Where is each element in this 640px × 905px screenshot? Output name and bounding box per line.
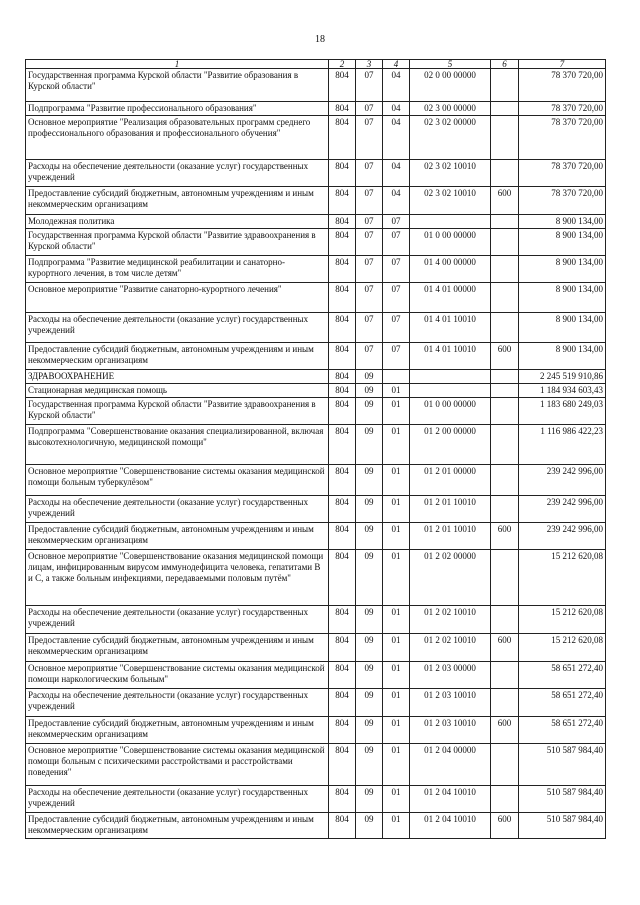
- row-name-cell: Предоставление субсидий бюджетным, автономным учреждениям и иным некоммерческим организациям: [26, 813, 329, 839]
- row-amount-cell: 15 212 620,08: [519, 550, 606, 606]
- row-name-cell: Расходы на обеспечение деятельности (оказание услуг) государственных учреждений: [26, 496, 329, 523]
- row-amount-cell: 8 900 134,00: [519, 343, 606, 370]
- row-expense-type-cell: [491, 313, 519, 343]
- row-grbs-cell: 804: [329, 343, 356, 370]
- row-grbs-cell: 804: [329, 606, 356, 634]
- row-section-cell: 07: [356, 116, 383, 160]
- row-expense-type-cell: 600: [491, 187, 519, 215]
- row-subsection-cell: 01: [383, 523, 410, 550]
- row-target-article-cell: 01 2 03 00000: [410, 662, 491, 689]
- row-expense-type-cell: [491, 786, 519, 813]
- row-amount-cell: 78 370 720,00: [519, 160, 606, 187]
- row-amount-cell: 8 900 134,00: [519, 215, 606, 229]
- row-subsection-cell: 07: [383, 343, 410, 370]
- row-name-cell: Предоставление субсидий бюджетным, автономным учреждениям и иным некоммерческим организациям: [26, 523, 329, 550]
- table-row: [26, 744, 606, 786]
- row-subsection-cell: 07: [383, 313, 410, 343]
- row-subsection-cell: 01: [383, 813, 410, 839]
- row-section-cell: 07: [356, 256, 383, 283]
- row-amount-cell: 510 587 984,40: [519, 813, 606, 839]
- row-section-cell: 07: [356, 102, 383, 116]
- table-row: [26, 229, 606, 256]
- row-expense-type-cell: [491, 256, 519, 283]
- row-expense-type-cell: [491, 370, 519, 384]
- row-subsection-cell: 04: [383, 69, 410, 102]
- row-grbs-cell: 804: [329, 425, 356, 465]
- row-amount-cell: 78 370 720,00: [519, 102, 606, 116]
- row-expense-type-cell: [491, 496, 519, 523]
- row-name-cell: Основное мероприятие "Развитие санаторно-курортного лечения": [26, 283, 329, 313]
- row-name-cell: Предоставление субсидий бюджетным, автономным учреждениям и иным некоммерческим организациям: [26, 187, 329, 215]
- row-expense-type-cell: [491, 116, 519, 160]
- row-amount-cell: 510 587 984,40: [519, 786, 606, 813]
- row-grbs-cell: 804: [329, 465, 356, 496]
- row-name-cell: ЗДРАВООХРАНЕНИЕ: [26, 370, 329, 384]
- row-expense-type-cell: [491, 398, 519, 425]
- row-expense-type-cell: [491, 689, 519, 717]
- row-grbs-cell: 804: [329, 187, 356, 215]
- row-grbs-cell: 804: [329, 229, 356, 256]
- row-expense-type-cell: [491, 102, 519, 116]
- row-target-article-cell: 02 3 00 00000: [410, 102, 491, 116]
- row-section-cell: 09: [356, 384, 383, 398]
- row-name-cell: Государственная программа Курской области "Развитие образования в Курской области": [26, 69, 329, 102]
- row-section-cell: 09: [356, 813, 383, 839]
- row-subsection-cell: 01: [383, 496, 410, 523]
- row-section-cell: 09: [356, 465, 383, 496]
- row-grbs-cell: 804: [329, 550, 356, 606]
- row-amount-cell: 510 587 984,40: [519, 744, 606, 786]
- row-name-cell: Стационарная медицинская помощь: [26, 384, 329, 398]
- row-expense-type-cell: [491, 662, 519, 689]
- table-row: [26, 425, 606, 465]
- row-expense-type-cell: 600: [491, 523, 519, 550]
- row-subsection-cell: 01: [383, 425, 410, 465]
- row-target-article-cell: 02 3 02 10010: [410, 187, 491, 215]
- row-target-article-cell: 01 2 02 00000: [410, 550, 491, 606]
- table-row: [26, 102, 606, 116]
- row-section-cell: 09: [356, 370, 383, 384]
- table-row: [26, 160, 606, 187]
- row-target-article-cell: 02 3 02 00000: [410, 116, 491, 160]
- row-subsection-cell: 01: [383, 717, 410, 744]
- table-row: [26, 398, 606, 425]
- row-grbs-cell: 804: [329, 744, 356, 786]
- row-section-cell: 09: [356, 425, 383, 465]
- row-section-cell: 09: [356, 689, 383, 717]
- row-target-article-cell: 01 0 00 00000: [410, 398, 491, 425]
- row-grbs-cell: 804: [329, 160, 356, 187]
- table-row: [26, 634, 606, 662]
- row-name-cell: Основное мероприятие "Реализация образовательных программ среднего профессионального образования и профессионального обучения": [26, 116, 329, 160]
- row-name-cell: Предоставление субсидий бюджетным, автономным учреждениям и иным некоммерческим организациям: [26, 343, 329, 370]
- row-expense-type-cell: 600: [491, 343, 519, 370]
- table-row: [26, 370, 606, 384]
- table-row: [26, 343, 606, 370]
- row-target-article-cell: [410, 370, 491, 384]
- row-subsection-cell: 01: [383, 689, 410, 717]
- row-section-cell: 09: [356, 717, 383, 744]
- row-target-article-cell: 01 2 03 10010: [410, 689, 491, 717]
- row-name-cell: Основное мероприятие "Совершенствование системы оказания медицинской помощи больным с психическими расстройствами и расстройствами поведения": [26, 744, 329, 786]
- table-row: [26, 606, 606, 634]
- row-grbs-cell: 804: [329, 256, 356, 283]
- row-target-article-cell: 01 2 02 10010: [410, 634, 491, 662]
- row-amount-cell: 2 245 519 910,86: [519, 370, 606, 384]
- row-section-cell: 09: [356, 786, 383, 813]
- row-section-cell: 07: [356, 343, 383, 370]
- row-grbs-cell: 804: [329, 786, 356, 813]
- row-target-article-cell: 01 2 04 10010: [410, 813, 491, 839]
- row-name-cell: Расходы на обеспечение деятельности (оказание услуг) государственных учреждений: [26, 689, 329, 717]
- row-section-cell: 07: [356, 313, 383, 343]
- row-name-cell: Молодежная политика: [26, 215, 329, 229]
- row-subsection-cell: [383, 370, 410, 384]
- row-expense-type-cell: [491, 744, 519, 786]
- row-subsection-cell: 04: [383, 102, 410, 116]
- row-name-cell: Подпрограмма "Совершенствование оказания специализированной, включая высокотехнологичную, медицинской помощи": [26, 425, 329, 465]
- row-section-cell: 09: [356, 744, 383, 786]
- row-target-article-cell: [410, 215, 491, 229]
- table-row: [26, 313, 606, 343]
- row-grbs-cell: 804: [329, 370, 356, 384]
- table-row: [26, 786, 606, 813]
- row-grbs-cell: 804: [329, 215, 356, 229]
- col-header-5: 5: [410, 60, 491, 69]
- row-section-cell: 07: [356, 215, 383, 229]
- row-amount-cell: 78 370 720,00: [519, 187, 606, 215]
- table-row: [26, 187, 606, 215]
- col-header-4: 4: [383, 60, 410, 69]
- table-row: [26, 550, 606, 606]
- row-amount-cell: 239 242 996,00: [519, 465, 606, 496]
- row-name-cell: Государственная программа Курской области "Развитие здравоохранения в Курской области": [26, 229, 329, 256]
- row-subsection-cell: 01: [383, 634, 410, 662]
- row-subsection-cell: 07: [383, 215, 410, 229]
- row-grbs-cell: 804: [329, 496, 356, 523]
- row-grbs-cell: 804: [329, 662, 356, 689]
- row-name-cell: Основное мероприятие "Совершенствование системы оказания медицинской помощи больным туберкулёзом": [26, 465, 329, 496]
- row-section-cell: 09: [356, 634, 383, 662]
- row-amount-cell: 1 184 934 603,43: [519, 384, 606, 398]
- row-expense-type-cell: 600: [491, 813, 519, 839]
- header-row: [26, 60, 606, 69]
- row-section-cell: 07: [356, 69, 383, 102]
- row-grbs-cell: 804: [329, 102, 356, 116]
- row-name-cell: Основное мероприятие "Совершенствование оказания медицинской помощи лицам, инфицированным вирусом иммунодефицита человека, гепатитами В и С, а также больным инфекциями, передаваемыми половым путём": [26, 550, 329, 606]
- row-grbs-cell: 804: [329, 634, 356, 662]
- row-grbs-cell: 804: [329, 384, 356, 398]
- col-header-1: 1: [26, 60, 329, 69]
- table-row: [26, 384, 606, 398]
- col-header-3: 3: [356, 60, 383, 69]
- row-expense-type-cell: [491, 606, 519, 634]
- row-amount-cell: 8 900 134,00: [519, 229, 606, 256]
- row-section-cell: 07: [356, 160, 383, 187]
- row-amount-cell: 8 900 134,00: [519, 313, 606, 343]
- row-amount-cell: 239 242 996,00: [519, 523, 606, 550]
- row-amount-cell: 8 900 134,00: [519, 256, 606, 283]
- row-name-cell: Расходы на обеспечение деятельности (оказание услуг) государственных учреждений: [26, 313, 329, 343]
- row-grbs-cell: 804: [329, 523, 356, 550]
- row-section-cell: 07: [356, 229, 383, 256]
- row-section-cell: 09: [356, 606, 383, 634]
- row-name-cell: Подпрограмма "Развитие медицинской реабилитации и санаторно-курортного лечения, в том числе детям": [26, 256, 329, 283]
- row-expense-type-cell: [491, 229, 519, 256]
- row-subsection-cell: 07: [383, 283, 410, 313]
- row-section-cell: 07: [356, 283, 383, 313]
- row-name-cell: Государственная программа Курской области "Развитие здравоохранения в Курской области": [26, 398, 329, 425]
- col-header-2: 2: [329, 60, 356, 69]
- row-target-article-cell: 01 2 04 10010: [410, 786, 491, 813]
- row-name-cell: Расходы на обеспечение деятельности (оказание услуг) государственных учреждений: [26, 160, 329, 187]
- table-row: [26, 256, 606, 283]
- row-expense-type-cell: 600: [491, 634, 519, 662]
- row-amount-cell: 78 370 720,00: [519, 69, 606, 102]
- row-subsection-cell: 01: [383, 662, 410, 689]
- row-grbs-cell: 804: [329, 116, 356, 160]
- row-grbs-cell: 804: [329, 689, 356, 717]
- row-expense-type-cell: [491, 550, 519, 606]
- row-subsection-cell: 01: [383, 550, 410, 606]
- row-grbs-cell: 804: [329, 398, 356, 425]
- row-section-cell: 09: [356, 523, 383, 550]
- row-target-article-cell: 01 4 01 10010: [410, 313, 491, 343]
- row-target-article-cell: 02 3 02 10010: [410, 160, 491, 187]
- row-target-article-cell: 01 4 00 00000: [410, 256, 491, 283]
- row-target-article-cell: 01 2 01 00000: [410, 465, 491, 496]
- row-subsection-cell: 04: [383, 160, 410, 187]
- row-amount-cell: 58 651 272,40: [519, 717, 606, 744]
- row-target-article-cell: 01 4 01 00000: [410, 283, 491, 313]
- table-row: [26, 283, 606, 313]
- row-amount-cell: 58 651 272,40: [519, 662, 606, 689]
- row-expense-type-cell: [491, 215, 519, 229]
- row-amount-cell: 1 183 680 249,03: [519, 398, 606, 425]
- row-expense-type-cell: [491, 425, 519, 465]
- row-expense-type-cell: 600: [491, 717, 519, 744]
- row-expense-type-cell: [491, 465, 519, 496]
- row-expense-type-cell: [491, 283, 519, 313]
- row-subsection-cell: 01: [383, 465, 410, 496]
- row-target-article-cell: 01 2 04 00000: [410, 744, 491, 786]
- table-row: [26, 496, 606, 523]
- row-expense-type-cell: [491, 69, 519, 102]
- row-subsection-cell: 01: [383, 786, 410, 813]
- col-header-6: 6: [491, 60, 519, 69]
- row-target-article-cell: 01 2 01 10010: [410, 496, 491, 523]
- row-target-article-cell: 01 2 00 00000: [410, 425, 491, 465]
- row-subsection-cell: 01: [383, 606, 410, 634]
- row-amount-cell: 15 212 620,08: [519, 606, 606, 634]
- row-name-cell: Предоставление субсидий бюджетным, автономным учреждениям и иным некоммерческим организациям: [26, 634, 329, 662]
- row-section-cell: 09: [356, 550, 383, 606]
- row-section-cell: 07: [356, 187, 383, 215]
- table-row: [26, 523, 606, 550]
- row-target-article-cell: 02 0 00 00000: [410, 69, 491, 102]
- row-expense-type-cell: [491, 384, 519, 398]
- page-number: 18: [315, 34, 325, 45]
- row-target-article-cell: 01 4 01 10010: [410, 343, 491, 370]
- col-header-7: 7: [519, 60, 606, 69]
- table-row: [26, 69, 606, 102]
- row-section-cell: 09: [356, 662, 383, 689]
- row-subsection-cell: 01: [383, 398, 410, 425]
- row-grbs-cell: 804: [329, 69, 356, 102]
- row-section-cell: 09: [356, 398, 383, 425]
- row-expense-type-cell: [491, 160, 519, 187]
- table-row: [26, 813, 606, 839]
- table-row: [26, 662, 606, 689]
- row-amount-cell: 78 370 720,00: [519, 116, 606, 160]
- row-name-cell: Основное мероприятие "Совершенствование системы оказания медицинской помощи наркологическим больным": [26, 662, 329, 689]
- row-name-cell: Расходы на обеспечение деятельности (оказание услуг) государственных учреждений: [26, 786, 329, 813]
- row-section-cell: 09: [356, 496, 383, 523]
- row-name-cell: Подпрограмма "Развитие профессионального образования": [26, 102, 329, 116]
- table-row: [26, 465, 606, 496]
- table-row: [26, 215, 606, 229]
- table-row: [26, 689, 606, 717]
- row-grbs-cell: 804: [329, 813, 356, 839]
- row-grbs-cell: 804: [329, 717, 356, 744]
- row-amount-cell: 15 212 620,08: [519, 634, 606, 662]
- row-amount-cell: 239 242 996,00: [519, 496, 606, 523]
- table-row: [26, 116, 606, 160]
- row-subsection-cell: 01: [383, 744, 410, 786]
- row-subsection-cell: 01: [383, 384, 410, 398]
- row-subsection-cell: 07: [383, 229, 410, 256]
- row-target-article-cell: 01 2 02 10010: [410, 606, 491, 634]
- row-target-article-cell: 01 2 01 10010: [410, 523, 491, 550]
- row-subsection-cell: 04: [383, 116, 410, 160]
- budget-table: [25, 59, 606, 839]
- row-grbs-cell: 804: [329, 313, 356, 343]
- row-grbs-cell: 804: [329, 283, 356, 313]
- row-amount-cell: 58 651 272,40: [519, 689, 606, 717]
- row-target-article-cell: [410, 384, 491, 398]
- row-name-cell: Расходы на обеспечение деятельности (оказание услуг) государственных учреждений: [26, 606, 329, 634]
- row-name-cell: Предоставление субсидий бюджетным, автономным учреждениям и иным некоммерческим организациям: [26, 717, 329, 744]
- row-amount-cell: 8 900 134,00: [519, 283, 606, 313]
- table-row: [26, 717, 606, 744]
- row-subsection-cell: 07: [383, 256, 410, 283]
- row-subsection-cell: 04: [383, 187, 410, 215]
- row-amount-cell: 1 116 986 422,23: [519, 425, 606, 465]
- row-target-article-cell: 01 0 00 00000: [410, 229, 491, 256]
- row-target-article-cell: 01 2 03 10010: [410, 717, 491, 744]
